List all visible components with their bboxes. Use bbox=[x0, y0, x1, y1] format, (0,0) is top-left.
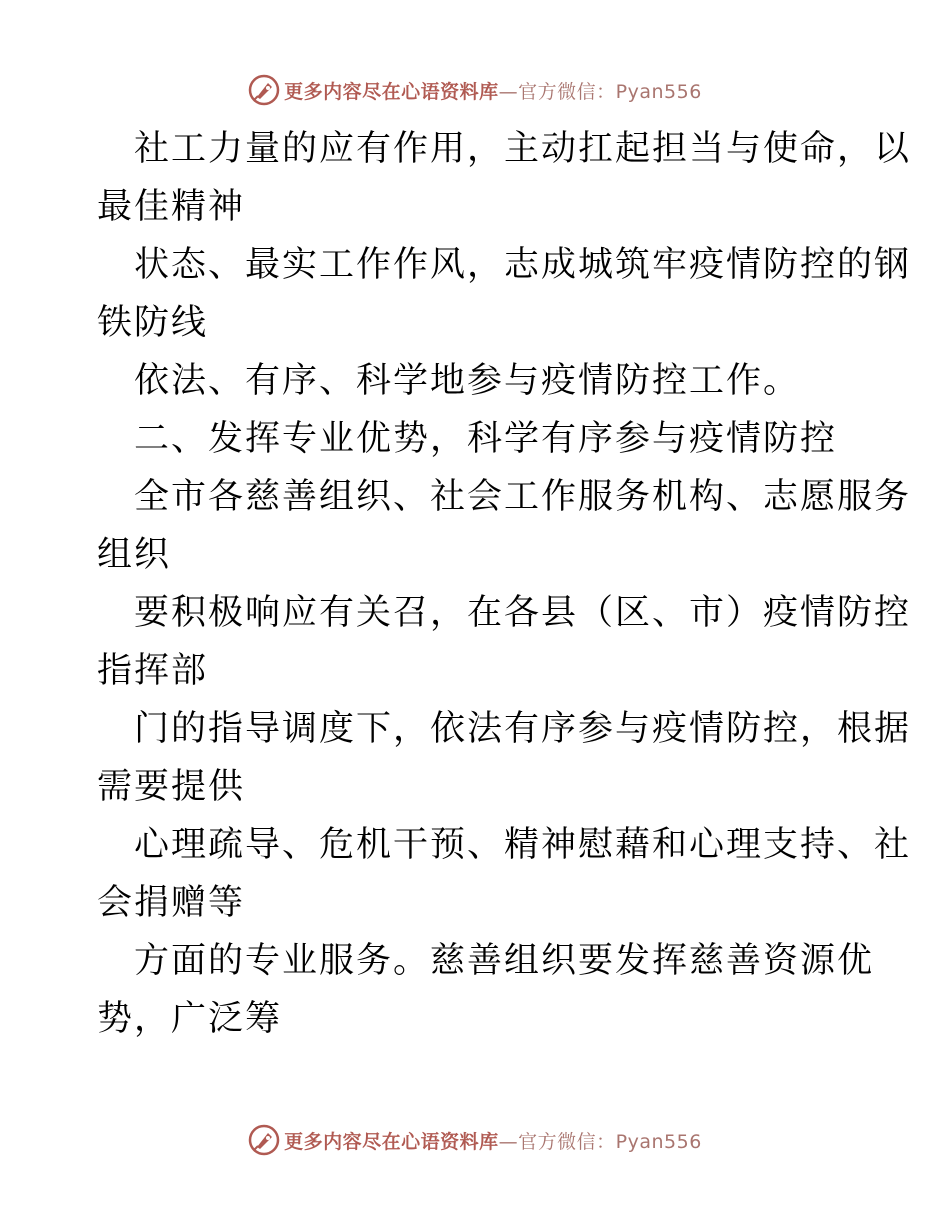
watermark-sub: —官方微信：Pyan556 bbox=[498, 80, 702, 103]
text-line: 依法、有序、科学地参与疫情防控工作。 bbox=[134, 361, 801, 401]
watermark-sub: —官方微信：Pyan556 bbox=[498, 1130, 702, 1153]
text-line: 状态、最实工作作风，志成城筑牢疫情防控的钢 bbox=[134, 245, 912, 285]
watermark-main: 更多内容尽在心语资料库 bbox=[284, 1130, 499, 1153]
pen-nib-logo-icon bbox=[248, 74, 280, 106]
watermark-main: 更多内容尽在心语资料库 bbox=[284, 80, 499, 103]
text-line: 社工力量的应有作用，主动扛起担当与使命，以 bbox=[134, 129, 912, 169]
text-line: 需要提供 bbox=[97, 767, 246, 807]
text-line: 会捐赠等 bbox=[97, 883, 246, 923]
pen-nib-logo-icon bbox=[248, 1124, 280, 1156]
text-line: 要积极响应有关召，在各县（区、市）疫情防控 bbox=[134, 593, 912, 633]
text-line: 心理疏导、危机干预、精神慰藉和心理支持、社 bbox=[134, 825, 912, 865]
text-line: 指挥部 bbox=[97, 651, 209, 691]
watermark-text bbox=[284, 77, 702, 104]
watermark-text bbox=[284, 1127, 702, 1154]
section-heading: 二、发挥专业优势，科学有序参与疫情防控 bbox=[134, 419, 838, 459]
text-line: 全市各慈善组织、社会工作服务机构、志愿服务 bbox=[134, 477, 912, 517]
header-watermark bbox=[0, 70, 950, 110]
text-line: 最佳精神 bbox=[97, 187, 246, 227]
text-line: 铁防线 bbox=[97, 303, 209, 343]
footer-watermark bbox=[0, 1120, 950, 1160]
text-line: 组织 bbox=[97, 535, 172, 575]
text-line: 方面的专业服务。慈善组织要发挥慈善资源优 bbox=[134, 941, 875, 981]
text-line: 门的指导调度下，依法有序参与疫情防控，根据 bbox=[134, 709, 912, 749]
text-line: 势，广泛筹 bbox=[97, 999, 283, 1039]
